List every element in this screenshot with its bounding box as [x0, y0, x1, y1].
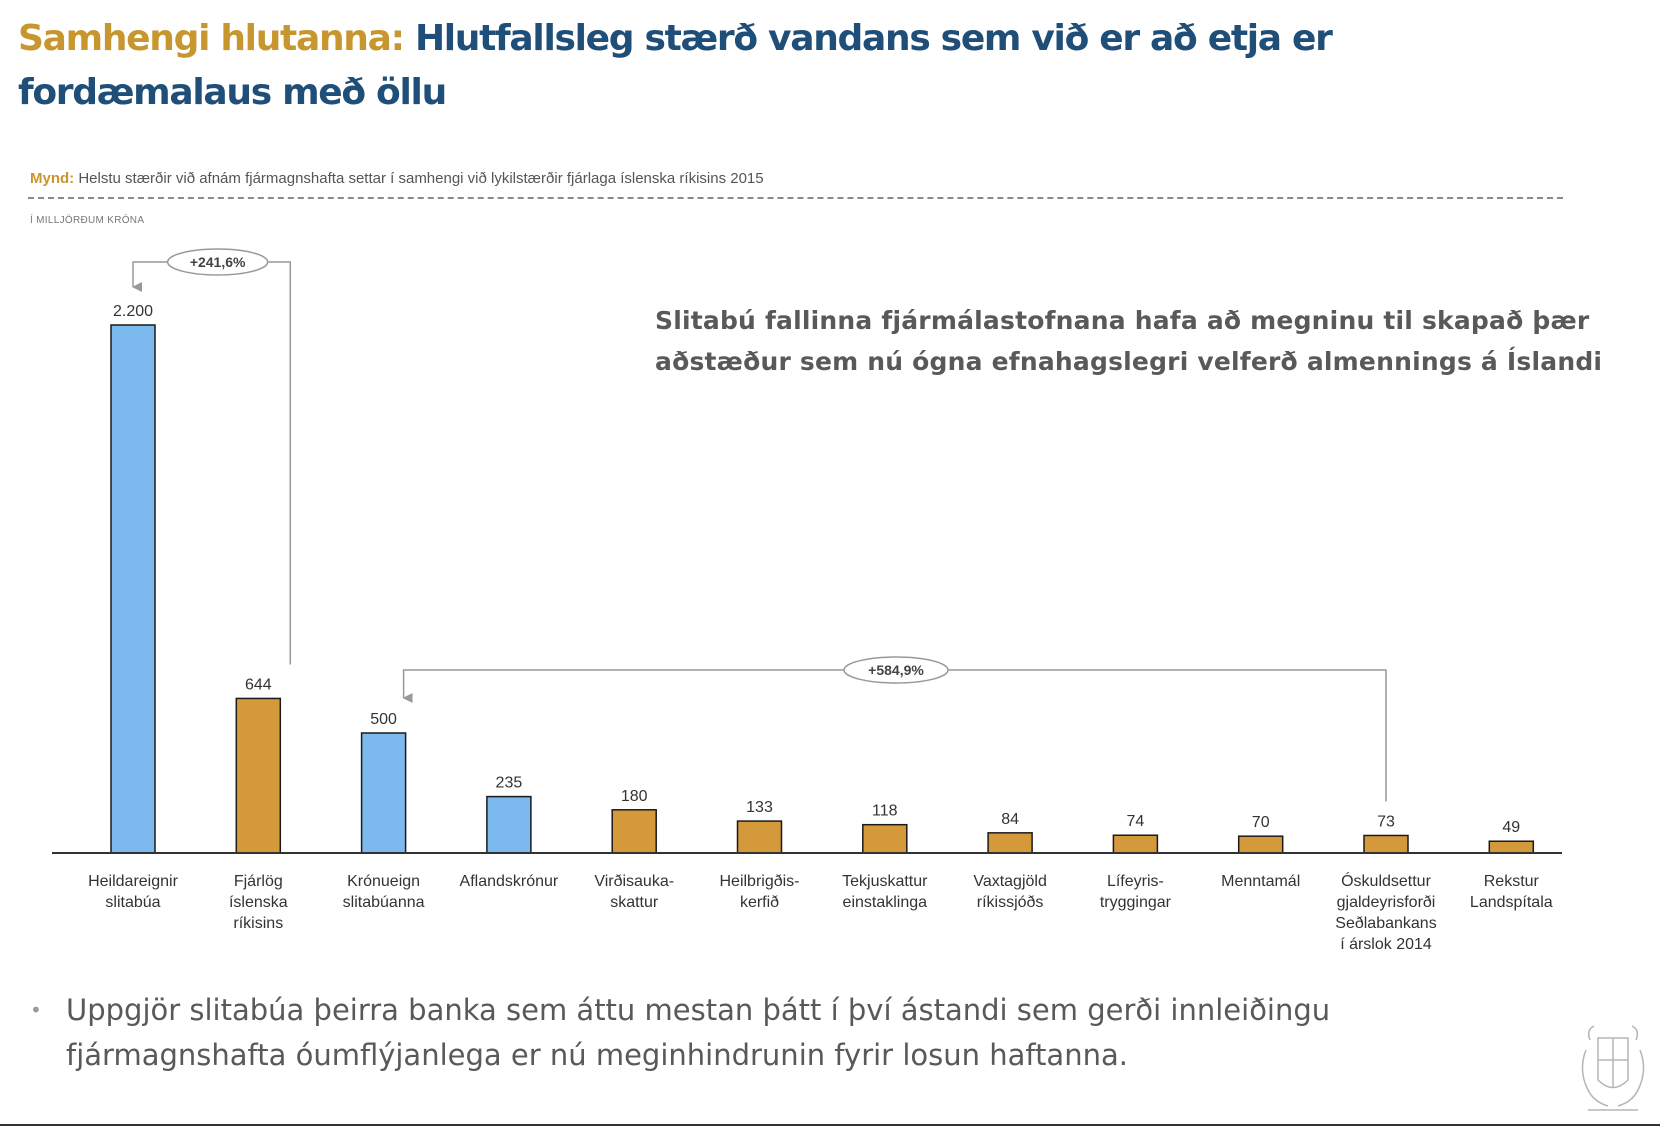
value-label: 644 — [244, 676, 272, 694]
bar — [738, 821, 782, 853]
value-label: 133 — [746, 799, 773, 817]
bar — [988, 833, 1032, 853]
slide-title — [18, 12, 1418, 120]
growth-label: +241,6% — [189, 254, 246, 270]
figure-text: Helstu stærðir við afnám fjármagnshafta settar í samhengi við lykilstærðir fjárlaga íslenska ríkisins 2015 — [78, 170, 764, 187]
category-label: Seðlabankans — [1335, 915, 1437, 932]
category-label: Menntamál — [1221, 873, 1301, 890]
coat-of-arms-logo — [1568, 1020, 1658, 1120]
figure-label: Mynd: — [30, 170, 75, 187]
value-label: 70 — [1251, 814, 1270, 832]
headline-text: Slitabú fallinna fjármálastofnana hafa að megninu til skapað þær aðstæður sem nú ógna efnahagslegri velferð almennings á Íslandi — [655, 306, 1603, 376]
bar — [1489, 841, 1533, 853]
value-label: 500 — [370, 711, 397, 728]
category-label: tryggingar — [1099, 894, 1171, 911]
dashed-divider — [28, 197, 1563, 199]
unit-label: Í MILLJÖRÐUM KRÓNA — [30, 215, 145, 226]
category-label: Heilbrigðis- — [719, 873, 800, 890]
bar — [236, 698, 280, 853]
bullet-point — [30, 988, 1550, 1078]
category-label: ríkissjóðs — [976, 894, 1044, 911]
category-label: Lífeyris- — [1106, 873, 1164, 890]
figure-caption — [30, 170, 764, 187]
value-label: 118 — [872, 802, 898, 820]
category-label: Krónueign — [347, 873, 421, 890]
category-label: Fjárlög — [233, 873, 283, 890]
bar — [1239, 836, 1283, 853]
category-label: Landspítala — [1469, 894, 1553, 911]
category-label: Rekstur — [1483, 873, 1539, 890]
bar — [487, 797, 531, 853]
value-label: 74 — [1126, 813, 1145, 831]
bar — [1113, 835, 1157, 853]
category-label: í árslok 2014 — [1340, 936, 1432, 950]
category-label: ríkisins — [233, 915, 284, 932]
category-label: Vaxtagjöld — [973, 873, 1047, 890]
category-label: kerfið — [739, 894, 780, 911]
growth-label: +584,9% — [868, 662, 924, 678]
bar — [863, 825, 907, 853]
bar — [612, 810, 656, 853]
growth-connector — [404, 670, 1386, 801]
bar — [1364, 835, 1408, 853]
value-label: 2.200 — [112, 303, 154, 320]
growth-connector — [133, 262, 290, 664]
value-label: 49 — [1502, 819, 1521, 837]
category-label: einstaklinga — [842, 894, 928, 911]
category-label: gjaldeyrisforði — [1336, 894, 1436, 911]
value-label: 73 — [1377, 813, 1395, 831]
value-label: 235 — [495, 774, 523, 792]
title-rest: Hlutfallsleg stærð vandans sem við er að etja er fordæmalaus með öllu — [18, 18, 1332, 113]
category-label: Óskuldsettur — [1341, 873, 1431, 890]
title-prefix: Samhengi hlutanna: — [18, 18, 404, 59]
category-label: slitabúa — [105, 894, 161, 911]
category-label: Tekjuskattur — [842, 873, 928, 890]
bullet-text: Uppgjör slitabúa þeirra banka sem áttu mestan þátt í því ástandi sem gerði innleiðingu fjármagnshafta óumflýjanlega er nú meginhindrunin fyrir losun haftanna. — [66, 993, 1331, 1072]
category-label: Virðisauka- — [594, 873, 675, 890]
value-label: 180 — [620, 787, 648, 805]
bottom-rule — [0, 1124, 1660, 1126]
category-label: Heildareignir — [88, 873, 178, 890]
value-label: 84 — [1001, 810, 1019, 828]
category-label: Aflandskrónur — [459, 873, 559, 890]
category-label: skattur — [610, 894, 659, 911]
bullet-dot: • — [30, 998, 42, 1022]
bar — [362, 733, 406, 853]
bar — [111, 325, 155, 853]
category-label: íslenska — [228, 894, 288, 911]
category-label: slitabúanna — [342, 894, 425, 911]
